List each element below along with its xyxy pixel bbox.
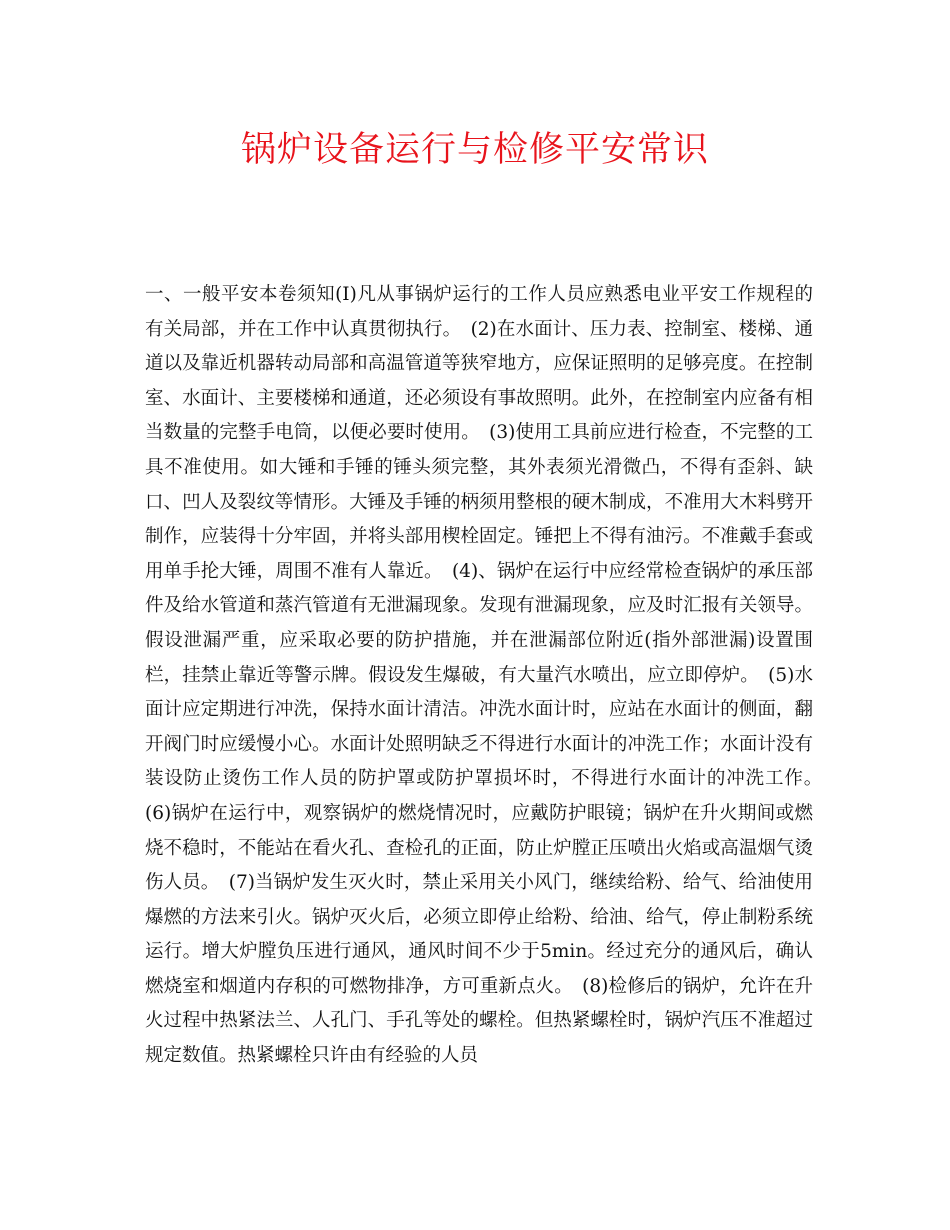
document-title: 锅炉设备运行与检修平安常识 [240, 130, 709, 170]
document-body-paragraph: 一、一般平安本卷须知(I)凡从事锅炉运行的工作人员应熟悉电业平安工作规程的有关局部，并在工作中认真贯彻执行。 (2)在水面计、压力表、控制室、楼梯、通道以及靠近机器转动局部和高温管道等狭窄地方，应保证照明的足够亮度。在控制室、水面计、主要楼梯和通道，还必须设有事故照明。此外，在控制室内应备有相当数量的完整手电筒，以便必要时使用。 (3)使用工具前应进行检查，不完整的工具不准使用。如大锤和手锤的锤头须完整，其外表须光滑微凸，不得有歪斜、缺口、凹人及裂纹等情形。大锤及手锤的柄须用整根的硬木制成，不准用大木料劈开制作，应装得十分牢固，并将头部用楔栓固定。锤把上不得有油污。不准戴手套或用单手抡大锤，周围不准有人靠近。 (4)、锅炉在运行中应经常检查锅炉的承压部件及给水管道和蒸汽管道有无泄漏现象。发现有泄漏现象，应及时汇报有关领导。假设泄漏严重，应采取必要的防护措施，并在泄漏部位附近(指外部泄漏)设置围栏，挂禁止靠近等警示牌。假设发生爆破，有大量汽水喷出，应立即停炉。 (5)水面计应定期进行冲洗，保持水面计清洁。冲洗水面计时，应站在水面计的侧面，翻开阀门时应缓慢小心。水面计处照明缺乏不得进行水面计的冲洗工作；水面计没有装设防止烫伤工作人员的防护罩或防护罩损坏时，不得进行水面计的冲洗工作。 (6)锅炉在运行中，观察锅炉的燃烧情况时，应戴防护眼镜；锅炉在升火期间或燃烧不稳时，不能站在看火孔、查检孔的正面，防止炉膛正压喷出火焰或高温烟气烫伤人员。 (7)当锅炉发生灭火时，禁止采用关小风门，继续给粉、给气、给油使用爆燃的方法来引火。锅炉灭火后，必须立即停止给粉、给油、给气，停止制粉系统运行。增大炉膛负压进行通风，通风时间不少于5min。经过充分的通风后，确认燃烧室和烟道内存积的可燃物排净，方可重新点火。 (8)检修后的锅炉，允许在升火过程中热紧法兰、人孔门、手孔等处的螺栓。但热紧螺栓时，锅炉汽压不准超过规定数值。热紧螺栓只许由有经验的人员 [145, 284, 832, 1067]
